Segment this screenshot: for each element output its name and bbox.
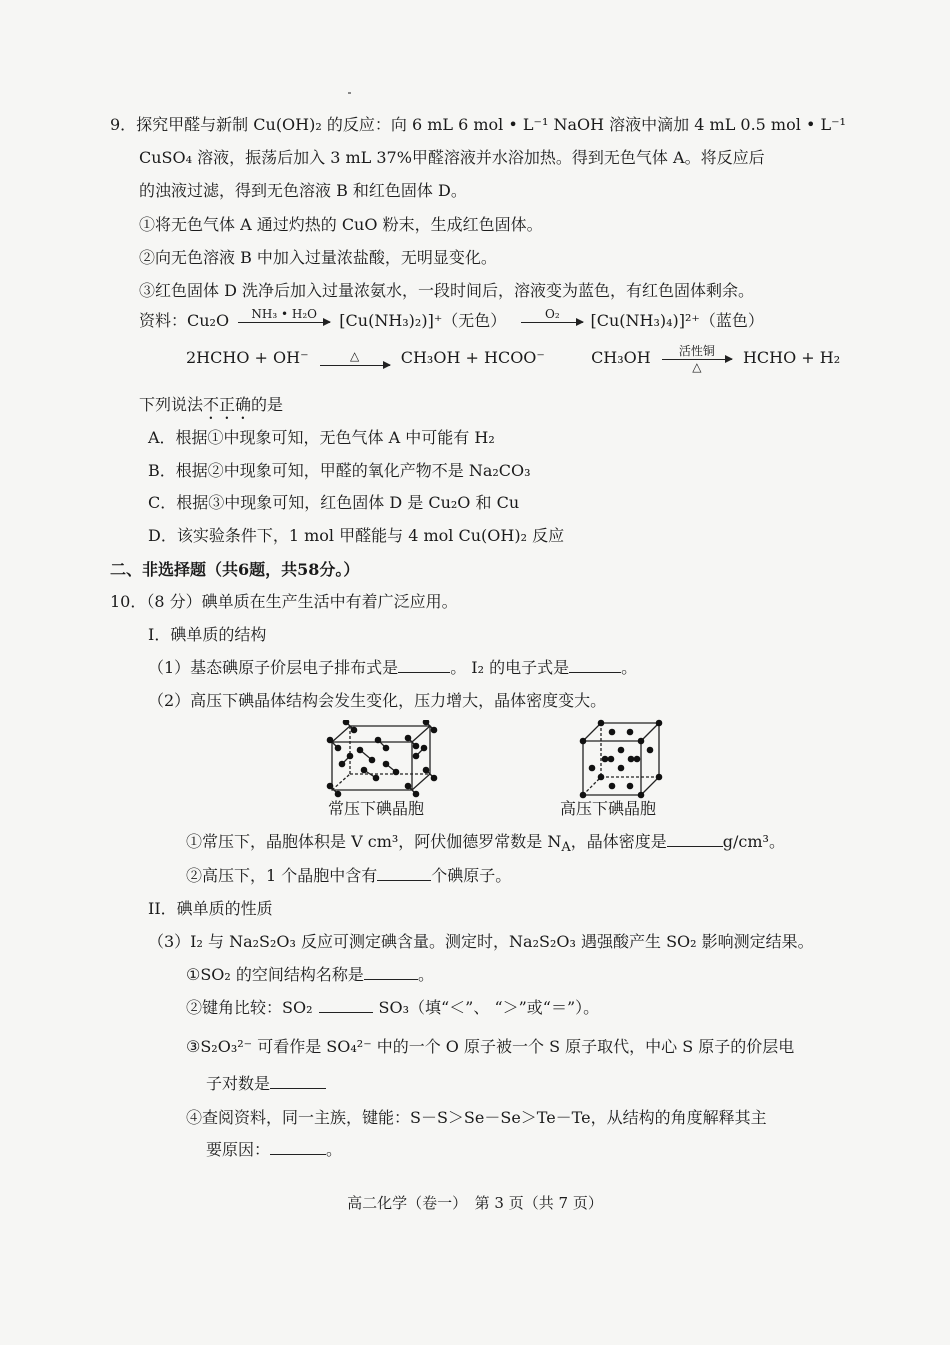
sub2-2-text-b: 个碘原子。 (431, 866, 512, 885)
arrow-right-icon (662, 359, 732, 360)
option-d: D．该实验条件下，1 mol 甲醛能与 4 mol Cu(OH)₂ 反应 (148, 526, 565, 545)
arrow-right-icon (521, 322, 583, 323)
q9-line1: 9．探究甲醛与新制 Cu(OH)₂ 的反应：向 6 mL 6 mol • L⁻¹ NaOH 溶液中滴加 4 mL 0.5 mol • L⁻¹ (110, 115, 846, 134)
q10-sub2: （2）高压下碘晶体结构会发生变化，压力增大，晶体密度变大。 (148, 691, 607, 710)
sub3-4-text-b: 要原因： (206, 1140, 271, 1159)
sub3-1-text-b: 。 (417, 965, 434, 984)
sub2-1-text-a: ①常压下，晶胞体积是 V cm³，阿伏伽德罗常数是 N (186, 832, 562, 851)
sub3-2-text-a: ②键角比较：SO₂ (186, 998, 313, 1017)
sub2-1-text-b: ，晶体密度是 (570, 832, 667, 851)
ref-arrow-2-label: O₂ (545, 307, 560, 321)
eq2-catalyst-label: 活性铜 (678, 344, 715, 358)
ref-mid: [Cu(NH₃)₂)]⁺（无色） (339, 311, 507, 330)
sub1-text-b: 。 I₂ 的电子式是 (450, 658, 570, 677)
section-2-heading: 二、非选择题（共6题，共58分。） (110, 560, 360, 579)
q9-question-emphasis: 不正确 (203, 395, 252, 414)
q10-sub3-1 (186, 963, 434, 987)
eq1-arrow (320, 350, 390, 367)
sub2-2-text-a: ②高压下，1 个晶胞中含有 (186, 866, 378, 885)
answer-blank-1[interactable] (398, 656, 450, 673)
ref-label: 资料：Cu₂O (139, 311, 230, 330)
q9-step1: ①将无色气体 A 通过灼热的 CuO 粉末，生成红色固体。 (139, 215, 543, 234)
q10-title: 10．（8 分）碘单质在生产生活中有着广泛应用。 (110, 592, 458, 611)
q9-question-pre: 下列说法 (139, 395, 204, 414)
avogadro-subscript: A (561, 840, 571, 856)
ref-end: [Cu(NH₃)₄)]²⁺（蓝色） (590, 311, 764, 330)
q10-sub2-2 (186, 864, 511, 888)
sub1-text-a: （1）基态碘原子价层电子排布式是 (148, 658, 399, 677)
eq1-left: 2HCHO + OH⁻ (186, 348, 309, 367)
option-b: B．根据②中现象可知，甲醛的氧化产物不是 Na₂CO₃ (148, 461, 531, 480)
scan-speck (348, 92, 351, 94)
answer-blank-2[interactable] (569, 656, 621, 673)
page-footer: 高二化学（卷一） 第 3 页（共 7 页） (347, 1194, 603, 1212)
sub2-1-text-c: g/cm³。 (722, 832, 785, 851)
eq2-heat-label: △ (692, 360, 702, 374)
ref-arrow-1-label: NH₃ • H₂O (251, 307, 317, 321)
answer-blank-4[interactable] (377, 864, 431, 881)
caption-normal-pressure: 常压下碘晶胞 (328, 799, 425, 818)
option-c: C．根据③中现象可知，红色固体 D 是 Cu₂O 和 Cu (148, 493, 520, 512)
q10-part2-heading: II．碘单质的性质 (148, 899, 273, 918)
option-a: A．根据①中现象可知，无色气体 A 中可能有 H₂ (148, 428, 495, 447)
q9-step2: ②向无色溶液 B 中加入过量浓盐酸，无明显变化。 (139, 248, 497, 267)
q9-line3: 的浊液过滤，得到无色溶液 B 和红色固体 D。 (139, 181, 467, 200)
q10-sub3-3a: ③S₂O₃²⁻ 可看作是 SO₄²⁻ 中的一个 O 原子被一个 S 原子取代，中心 S 原子的价层电 (186, 1037, 795, 1056)
q10-sub3-2 (186, 996, 599, 1020)
sub3-1-text-a: ①SO₂ 的空间结构名称是 (186, 965, 364, 984)
sub3-3-text-b: 子对数是 (206, 1074, 271, 1093)
arrow-right-icon (238, 322, 330, 323)
q9-question (139, 393, 283, 423)
sub3-4-text-c: 。 (326, 1140, 343, 1159)
eq2-arrow (662, 344, 732, 373)
q9-reference (139, 306, 764, 336)
q10-sub2-1 (186, 830, 785, 860)
eq2-left: CH₃OH (591, 348, 651, 367)
answer-blank-6[interactable] (319, 996, 373, 1013)
ref-arrow-1 (238, 307, 330, 336)
q10-sub3-4b (206, 1138, 342, 1162)
q9-step3: ③红色固体 D 洗净后加入过量浓氨水，一段时间后，溶液变为蓝色，有红色固体剩余。 (139, 281, 755, 300)
eq1-right: CH₃OH + HCOO⁻ (400, 348, 545, 367)
sub3-2-text-b: SO₃（填“＜”、 “＞”或“＝”）。 (378, 998, 600, 1017)
answer-blank-8[interactable] (270, 1138, 326, 1155)
answer-blank-3[interactable] (667, 830, 723, 847)
ref-arrow-2 (521, 307, 583, 336)
q9-line2: CuSO₄ 溶液，振荡后加入 3 mL 37%甲醛溶液并水浴加热。得到无色气体 A。将反应后 (139, 148, 765, 167)
q9-question-post: 的是 (251, 395, 284, 414)
answer-blank-5[interactable] (364, 963, 418, 980)
normal-pressure-cell-diagram (320, 720, 440, 800)
q10-sub1 (148, 656, 637, 680)
answer-blank-7[interactable] (270, 1072, 326, 1089)
arrow-right-icon (320, 365, 390, 366)
eq1-heat-label: △ (350, 349, 360, 363)
sub1-text-c: 。 (621, 658, 638, 677)
q9-equations (186, 343, 840, 373)
q10-sub3: （3）I₂ 与 Na₂S₂O₃ 反应可测定碘含量。测定时，Na₂S₂O₃ 遇强酸产生 SO₂ 影响测定结果。 (148, 932, 814, 951)
q10-sub3-4a: ④查阅资料，同一主族，键能：S－S＞Se－Se＞Te－Te，从结构的角度解释其主 (186, 1108, 767, 1127)
q10-sub3-3b (206, 1072, 326, 1096)
eq2-right: HCHO + H₂ (742, 348, 841, 367)
high-pressure-cell-diagram (575, 715, 670, 800)
caption-high-pressure: 高压下碘晶胞 (560, 799, 657, 818)
q10-part1-heading: I．碘单质的结构 (148, 625, 267, 644)
